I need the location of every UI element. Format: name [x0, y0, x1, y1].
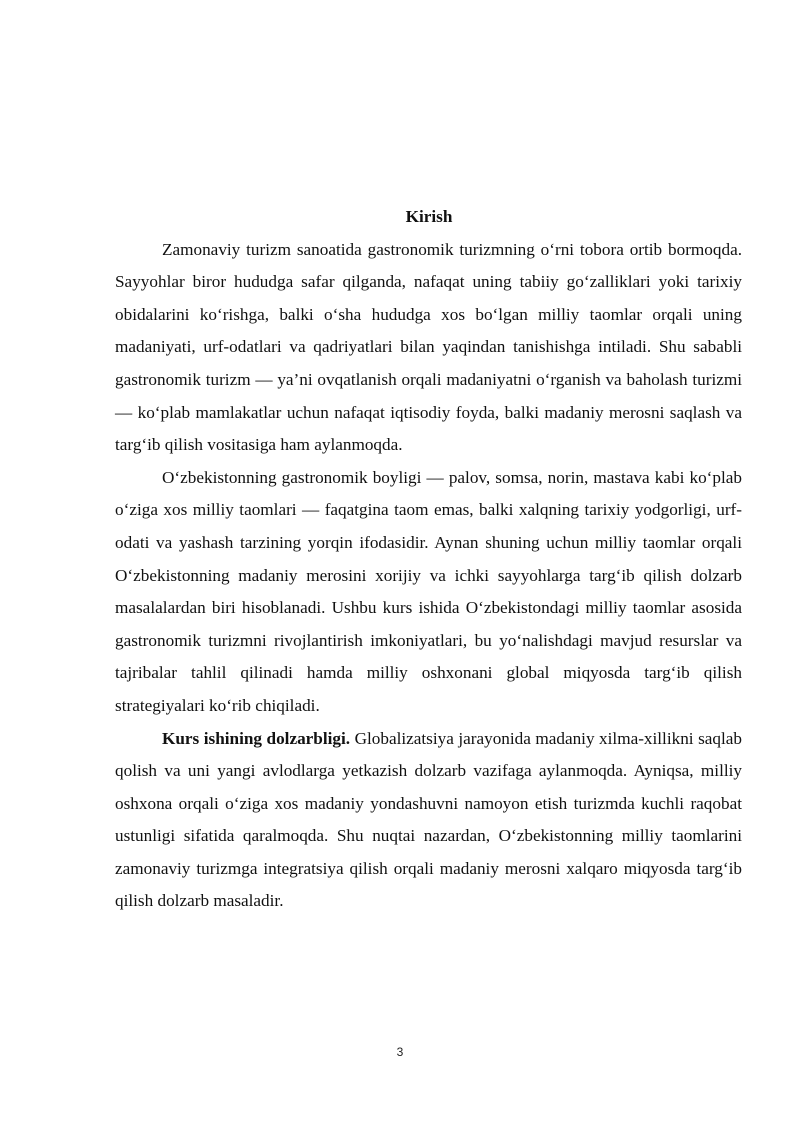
paragraph-text: O‘zbekistonning gastronomik boyligi — palov, somsa, norin, mastava kabi ko‘plab o‘ziga xos milliy taomlari — faqatgina taom emas, balki xalqning tarixiy yodgorligi, urf-odati va yashash tarzining yorqin ifodasidir. Aynan shuning uchun milliy taomlar orqali O‘zbekistonning madaniy merosini xorijiy va ichki sayyohlarga targ‘ib qilish dolzarb masalalardan biri hisoblanadi. Ushbu kurs ishida O‘zbekistondagi milliy taomlar asosida gastronomik turizmni rivojlantirish imkoniyatlari, bu yo‘nalishdagi mavjud resurslar va tajribalar tahlil qilinadi hamda milliy oshxonani global miqyosda targ‘ib qilish strategiyalari ko‘rib chiqiladi. — [115, 467, 742, 715]
page-number: 3 — [396, 1045, 404, 1059]
page-body — [115, 201, 742, 918]
paragraph-text: Zamonaviy turizm sanoatida gastronomik turizmning o‘rni tobora ortib bormoqda. Sayyohlar biror hududga safar qilganda, nafaqat uning tabiiy go‘zalliklari yoki tarixiy obidalarini ko‘rishga, balki o‘sha hududga xos bo‘lgan milliy taomlar orqali uning madaniyati, urf-odatlari va qadriyatlari bilan yaqindan tanishishga intiladi. Shu sababli gastronomik turizm — ya’ni ovqatlanish orqali madaniyatni o‘rganish va baholash turizmi — ko‘plab mamlakatlar uchun nafaqat iqtisodiy foyda, balki madaniy merosni saqlash va targ‘ib qilish vositasiga ham aylanmoqda. — [115, 239, 742, 455]
paragraph-gastronomy — [115, 462, 742, 723]
section-heading: Kirish — [405, 207, 453, 226]
paragraph-lead: Kurs ishining dolzarbligi. — [162, 728, 351, 748]
paragraph-relevance — [115, 723, 742, 919]
paragraph-text: Globalizatsiya jarayonida madaniy xilma-xillikni saqlab qolish va uni yangi avlodlarga yetkazish dolzarb vazifaga aylanmoqda. Ayniqsa, milliy oshxona orqali o‘ziga xos madaniy yondashuvni namoyon etish turizmda kuchli raqobat ustunligi sifatida qaralmoqda. Shu nuqtai nazardan, O‘zbekistonning milliy taomlarini zamonaviy turizmga integratsiya qilish orqali madaniy merosni xalqaro miqyosda targ‘ib qilish dolzarb masaladir. — [115, 728, 742, 911]
paragraph-intro — [115, 234, 742, 462]
